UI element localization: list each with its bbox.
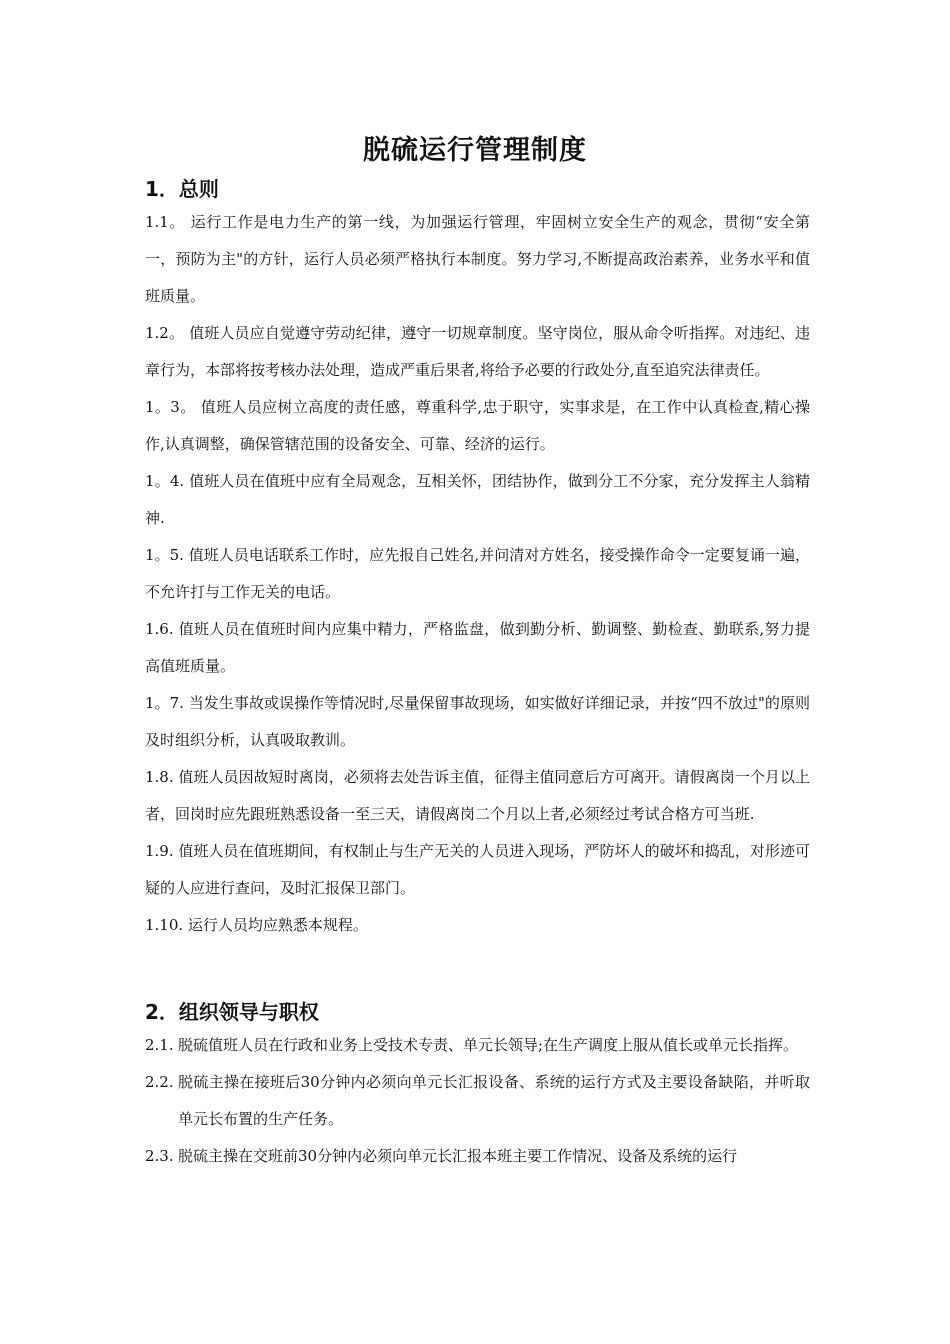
list-item-number: 2.1. [145,1036,174,1054]
list-item [145,1027,810,1064]
section-general-body [145,204,810,944]
paragraph: 1.1。 运行工作是电力生产的第一线，为加强运行管理，牢固树立安全生产的观念，贯彻“安全第一，预防为主"的方针，运行人员必须严格执行本制度。努力学习,不断提高政治素养，业务水平和值班质量。 [145,213,810,305]
list-item [145,1138,810,1175]
paragraph: 1.6. 值班人员在值班时间内应集中精力，严格监盘，做到勤分析、勤调整、勤检查、勤联系,努力提高值班质量。 [145,620,810,675]
list-item [145,1064,810,1138]
list-item-number: 2.3. [145,1147,174,1165]
section-heading-general: 1．总则 [145,177,219,201]
paragraph: 1。5. 值班人员电话联系工作时，应先报自己姓名,并问清对方姓名，接受操作命令一定要复诵一遍，不允许打与工作无关的电话。 [145,546,810,601]
section-heading-organization: 2．组织领导与职权 [145,1000,319,1024]
paragraph: 1.2。 值班人员应自觉遵守劳动纪律，遵守一切规章制度。坚守岗位，服从命令听指挥。对违纪、违章行为，本部将按考核办法处理，造成严重后果者,将给予必要的行政处分,直至追究法律责任。 [145,324,810,379]
paragraph: 1.8. 值班人员因故短时离岗，必须将去处告诉主值，征得主值同意后方可离开。请假离岗一个月以上者，回岗时应先跟班熟悉设备一至三天，请假离岗二个月以上者,必须经过考试合格方可当班. [145,768,810,823]
list-item-text: 脱硫主操在交班前30分钟内必须向单元长汇报本班主要工作情况、设备及系统的运行 [178,1147,738,1165]
paragraph: 1。7. 当发生事故或误操作等情况时,尽量保留事故现场，如实做好详细记录，并按“四不放过"的原则及时组织分析，认真吸取教训。 [145,694,810,749]
list-item-number: 2.2. [145,1073,174,1091]
document-title: 脱硫运行管理制度 [363,135,587,166]
section-organization-body [145,1027,810,1175]
paragraph: 1.10. 运行人员均应熟悉本规程。 [145,916,368,934]
paragraph: 1.9. 值班人员在值班期间，有权制止与生产无关的人员进入现场，严防坏人的破坏和捣乱，对形迹可疑的人应进行查问，及时汇报保卫部门。 [145,842,810,897]
list-item-text: 脱硫值班人员在行政和业务上受技术专责、单元长领导;在生产调度上服从值长或单元长指挥。 [178,1036,799,1054]
paragraph: 1。3。 值班人员应树立高度的责任感，尊重科学,忠于职守，实事求是，在工作中认真检查,精心操作,认真调整，确保管辖范围的设备安全、可靠、经济的运行。 [145,398,810,453]
paragraph: 1。4. 值班人员在值班中应有全局观念，互相关怀，团结协作，做到分工不分家，充分发挥主人翁精神. [145,472,810,527]
list-item-text: 脱硫主操在接班后30分钟内必须向单元长汇报设备、系统的运行方式及主要设备缺陷，并听取单元长布置的生产任务。 [178,1073,810,1128]
